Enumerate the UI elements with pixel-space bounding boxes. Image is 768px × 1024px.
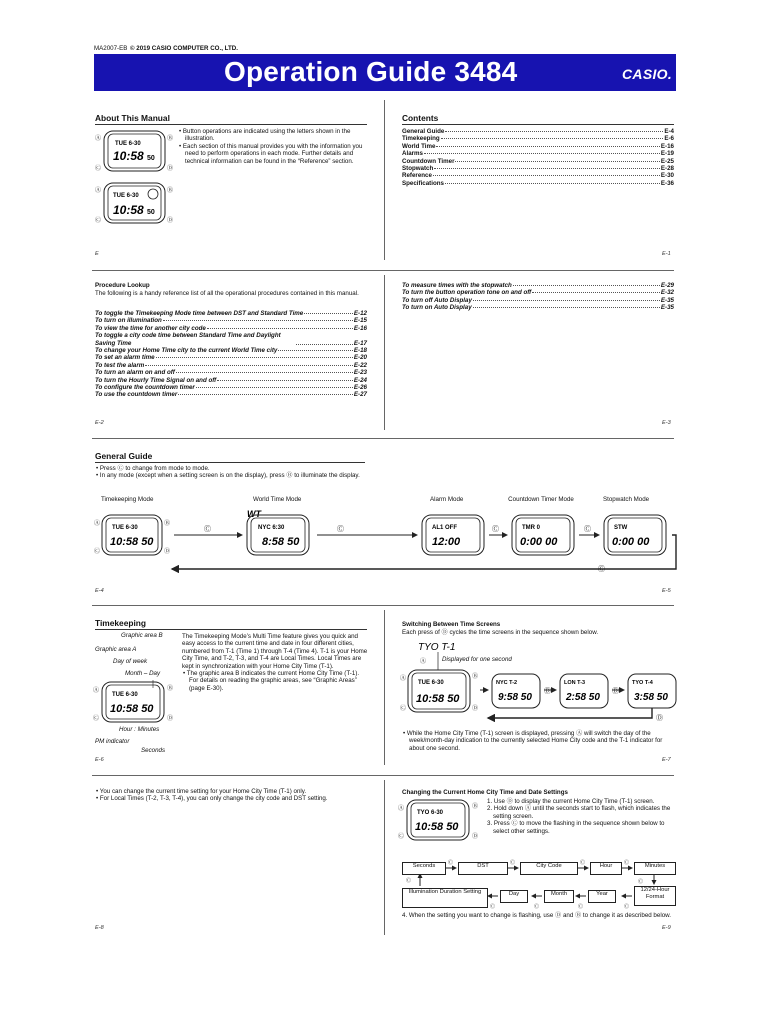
- svg-text:Ⓒ: Ⓒ: [584, 526, 591, 533]
- procedure-item[interactable]: To turn on illumination E-15: [95, 317, 367, 325]
- flow-minutes: Minutes: [634, 862, 676, 875]
- contents-item[interactable]: Stopwatch E-28: [402, 165, 674, 173]
- svg-text:Ⓓ: Ⓓ: [612, 688, 619, 695]
- svg-text:Ⓐ: Ⓐ: [95, 188, 102, 194]
- label-day-of-week: Day of week: [113, 658, 148, 665]
- flow-seconds: Seconds: [402, 862, 446, 875]
- timekeeping-bullet: The graphic area B indicates the current Home City Time (T-1). For details on reading the graphic areas, see “Graphic Areas” (page E-30).: [186, 670, 360, 692]
- procedure-intro: The following is a handy reference list of all the operational procedures contained in this manual.: [95, 290, 359, 297]
- svg-text:Ⓓ: Ⓓ: [167, 218, 174, 224]
- svg-text:Ⓓ: Ⓓ: [472, 706, 479, 712]
- mode-label-alarm: Alarm Mode: [430, 496, 464, 503]
- mode-label-countdown: Countdown Timer Mode: [508, 496, 574, 503]
- general-bullets: • Press Ⓒ to change from mode to mode. • In any mode (except when a setting screen is on the display), press Ⓑ to illuminate the display.: [96, 465, 360, 480]
- changing-watch: [398, 798, 484, 846]
- contents-item[interactable]: Timekeeping E-6: [402, 135, 674, 143]
- svg-text:Ⓒ: Ⓒ: [406, 878, 412, 884]
- page-number: E-5: [662, 588, 671, 594]
- svg-text:Ⓐ: Ⓐ: [95, 136, 102, 142]
- label-graphic-a: Graphic area A: [95, 646, 137, 653]
- flow-hour: Hour: [590, 862, 622, 875]
- display-stopwatch: 0:00 00: [612, 536, 650, 548]
- mode-cycle-diagram: [92, 505, 682, 577]
- svg-text:Ⓑ: Ⓑ: [472, 804, 479, 810]
- svg-text:TYO T-4: TYO T-4: [632, 680, 653, 686]
- switching-bullet: • While the Home City Time (T-1) screen is displayed, pressing Ⓐ will switch the day of the week/month-day indication to the currently selected Home City code and the T-1 indicator for about one second.: [403, 730, 663, 752]
- procedure-item[interactable]: To toggle a city code time between Standard Time and Daylight Saving Time E-17: [95, 332, 367, 347]
- label-month-day: Month – Day: [125, 670, 161, 677]
- svg-text:WT: WT: [247, 509, 261, 519]
- procedure-item[interactable]: To use the countdown timer E-27: [95, 391, 367, 399]
- procedure-item[interactable]: To measure times with the stopwatch E-29: [402, 282, 674, 289]
- svg-text:Ⓒ: Ⓒ: [337, 526, 344, 533]
- page-number: E-4: [95, 588, 104, 594]
- procedure-list-right: [402, 282, 674, 312]
- contents-item[interactable]: World Time E-16: [402, 142, 674, 150]
- time-screen-sequence: [398, 640, 678, 722]
- procedure-item[interactable]: To turn the Hourly Time Signal on and off E-24: [95, 376, 367, 384]
- svg-text:3:58 50: 3:58 50: [634, 692, 668, 703]
- svg-text:TYO 6-30: TYO 6-30: [417, 810, 444, 816]
- procedure-item[interactable]: To change your Home Time city to the current World Time city E-18: [95, 347, 367, 355]
- contents-item[interactable]: Reference E-30: [402, 172, 674, 180]
- svg-text:Ⓒ: Ⓒ: [93, 716, 100, 722]
- copyright: © 2019 CASIO COMPUTER CO., LTD.: [130, 45, 238, 52]
- svg-text:10:58: 10:58: [113, 149, 144, 163]
- switching-caption: Displayed for one second: [442, 656, 512, 663]
- svg-text:Ⓒ: Ⓒ: [95, 166, 102, 172]
- svg-text:Ⓒ: Ⓒ: [492, 526, 499, 533]
- page-number: E-8: [95, 925, 104, 931]
- svg-text:Ⓒ: Ⓒ: [400, 706, 407, 712]
- label-hour-minutes: Hour : Minutes: [119, 726, 160, 733]
- display-time-large: 10:58 50: [110, 703, 154, 715]
- svg-text:Ⓓ: Ⓓ: [167, 166, 174, 172]
- procedure-item[interactable]: To set an alarm time E-20: [95, 354, 367, 362]
- svg-text:TMR 0: TMR 0: [522, 525, 540, 531]
- changing-step-1: 1. Use Ⓓ to display the current Home City Time (T-1) screen.: [487, 798, 655, 805]
- svg-text:Ⓒ: Ⓒ: [398, 834, 405, 840]
- flow-day: Day: [500, 890, 528, 903]
- svg-text:Ⓐ: Ⓐ: [400, 676, 407, 682]
- svg-text:Ⓒ: Ⓒ: [624, 904, 630, 910]
- page-number: E: [95, 251, 99, 257]
- svg-text:TUE 6-30: TUE 6-30: [115, 141, 141, 147]
- svg-text:Ⓒ: Ⓒ: [204, 526, 211, 533]
- procedure-item[interactable]: To test the alarm E-22: [95, 361, 367, 369]
- page-number: E-3: [662, 420, 671, 426]
- changing-steps: [486, 798, 674, 835]
- contents-item[interactable]: Specifications E-36: [402, 179, 674, 187]
- about-heading: About This Manual: [95, 113, 170, 123]
- casio-logo: CASIO.: [622, 66, 673, 82]
- svg-text:NYC T-2: NYC T-2: [496, 680, 518, 686]
- display-time: 10:58 50: [110, 536, 154, 548]
- svg-text:50: 50: [147, 155, 155, 162]
- watch-illustration-buttons: [95, 128, 174, 172]
- model-code: MA2007-EB: [94, 45, 128, 52]
- svg-text:Ⓑ: Ⓑ: [167, 188, 174, 194]
- procedure-item[interactable]: To turn on Auto Display E-35: [402, 304, 674, 312]
- page-number: E-7: [662, 757, 671, 763]
- svg-text:TUE 6-30: TUE 6-30: [418, 680, 444, 686]
- svg-text:Ⓐ: Ⓐ: [398, 806, 405, 812]
- about-bullet-2: Each section of this manual provides you with the information you need to perform operations in each mode. Further details and technical information can be found in the “Reference” section.: [182, 142, 363, 165]
- mode-label-timekeeping: Timekeeping Mode: [101, 496, 154, 503]
- contents-list: [402, 128, 674, 187]
- general-heading: General Guide: [95, 451, 153, 461]
- svg-text:Ⓒ: Ⓒ: [638, 879, 644, 885]
- about-bullet-1: Button operations are indicated using the letters shown in the illustration.: [182, 128, 351, 143]
- svg-text:Ⓒ: Ⓒ: [534, 904, 540, 910]
- label-pm-indicator: PM indicator: [95, 738, 130, 745]
- watch-illustration-variant: [95, 180, 174, 224]
- display-countdown: 0:00 00: [520, 536, 558, 548]
- svg-text:Ⓒ: Ⓒ: [580, 860, 586, 866]
- timekeeping-paragraph: The Timekeeping Mode’s Multi Time feature gives you quick and easy access to the current time and date in four different cities, numbered from T-1 (Time 1) through T-4 (Time 4). T-1 is your Home City Time, and T-2, T-3, and T-4 are Local Times. Local Times are kept in synchronization with your Home City Time (T-1).: [182, 633, 368, 670]
- page-number: E-6: [95, 757, 104, 763]
- svg-text:TUE 6-30: TUE 6-30: [113, 193, 139, 199]
- local-bullet-1: You can change the current time setting for your Home City Time (T-1) only.: [99, 788, 307, 795]
- svg-text:TYO T-1: TYO T-1: [418, 642, 456, 653]
- svg-text:Ⓑ: Ⓑ: [167, 136, 174, 142]
- procedure-item[interactable]: To turn an alarm on and off E-23: [95, 369, 367, 377]
- svg-text:AL1 OFF: AL1 OFF: [432, 525, 457, 531]
- general-bullet-1: Press Ⓒ to change from mode to mode.: [99, 465, 210, 472]
- flow-month: Month: [544, 890, 574, 903]
- procedure-item[interactable]: To turn off Auto Display E-35: [402, 296, 674, 304]
- svg-text:NYC 6:30: NYC 6:30: [258, 525, 285, 531]
- label-graphic-b: Graphic area B: [121, 632, 163, 639]
- svg-text:10:58 50: 10:58 50: [415, 821, 459, 833]
- svg-text:Ⓒ: Ⓒ: [94, 549, 101, 555]
- switching-heading: Switching Between Time Screens: [402, 621, 501, 628]
- switching-note: While the Home City Time (T-1) screen is displayed, pressing Ⓐ will switch the day of the week/month-day indication to the currently selected Home City code and the T-1 indicator for about one second.: [406, 730, 663, 752]
- svg-text:10:58 50: 10:58 50: [416, 693, 460, 705]
- about-bullets: • Button operations are indicated using the letters shown in the illustration. • Each section of this manual provides you with the information you need to perform operations in each mode. Further details and technical information can be found in the “Reference” section.: [179, 128, 363, 165]
- display-world: 8:58 50: [262, 536, 300, 548]
- svg-text:Ⓑ: Ⓑ: [167, 686, 174, 692]
- svg-text:Ⓒ: Ⓒ: [510, 860, 516, 866]
- procedure-item[interactable]: To toggle the Timekeeping Mode time between DST and Standard Time E-12: [95, 310, 367, 317]
- contents-item[interactable]: General Guide E-4: [402, 128, 674, 135]
- changing-step-4: 4. When the setting you want to change is flashing, use Ⓓ and Ⓑ to change it as described below.: [402, 912, 671, 919]
- changing-step-2: 2. Hold down Ⓐ until the seconds start to flash, which indicates the setting screen.: [487, 805, 671, 820]
- flow-year: Year: [588, 890, 616, 903]
- svg-text:Ⓓ: Ⓓ: [472, 834, 479, 840]
- page-number: E-2: [95, 420, 104, 426]
- svg-text:TUE 6-30: TUE 6-30: [112, 692, 138, 698]
- procedure-item[interactable]: To turn the button operation tone on and off E-32: [402, 289, 674, 297]
- svg-text:Ⓒ: Ⓒ: [598, 566, 605, 573]
- svg-text:Ⓑ: Ⓑ: [164, 521, 171, 527]
- switching-text: Each press of Ⓓ cycles the time screens in the sequence shown below.: [402, 629, 599, 636]
- svg-text:2:58 50: 2:58 50: [566, 692, 600, 703]
- title-banner: [94, 54, 676, 91]
- procedure-item[interactable]: To configure the countdown timer E-26: [95, 384, 367, 392]
- page-number: E-9: [662, 925, 671, 931]
- contents-item[interactable]: Countdown Timer E-25: [402, 157, 674, 165]
- timekeeping-diagram: [93, 630, 183, 756]
- svg-text:STW: STW: [614, 525, 628, 531]
- svg-text:Ⓒ: Ⓒ: [95, 218, 102, 224]
- svg-text:LON T-3: LON T-3: [564, 680, 586, 686]
- flow-dst: DST: [458, 862, 508, 875]
- local-bullets: • You can change the current time setting for your Home City Time (T-1) only. • For Local Times (T-2, T-3, T-4), you can only change the city code and DST setting.: [96, 788, 328, 803]
- svg-text:Ⓓ: Ⓓ: [544, 688, 551, 695]
- svg-text:Ⓓ: Ⓓ: [656, 715, 663, 722]
- local-bullet-2: For Local Times (T-2, T-3, T-4), you can only change the city code and DST setting.: [99, 795, 328, 803]
- timekeeping-heading: Timekeeping: [95, 618, 147, 628]
- svg-text:Ⓐ: Ⓐ: [93, 688, 100, 694]
- svg-text:9:58 50: 9:58 50: [498, 692, 532, 703]
- page-number: E-1: [662, 251, 671, 257]
- svg-text:Ⓓ: Ⓓ: [164, 549, 171, 555]
- svg-text:TUE 6-30: TUE 6-30: [112, 525, 138, 531]
- svg-text:Ⓒ: Ⓒ: [490, 904, 496, 910]
- changing-step-3: 3. Press Ⓒ to move the flashing in the sequence shown below to select other settings.: [487, 820, 665, 835]
- svg-text:50: 50: [147, 209, 155, 216]
- page-title: Operation Guide 3484: [224, 56, 518, 87]
- svg-text:Ⓒ: Ⓒ: [448, 860, 454, 866]
- svg-text:Ⓐ: Ⓐ: [420, 659, 427, 665]
- general-bullet-2: In any mode (except when a setting screen is on the display), press Ⓑ to illuminate the display.: [99, 472, 360, 480]
- procedure-item[interactable]: To view the time for another city code E-16: [95, 324, 367, 332]
- mode-label-stopwatch: Stopwatch Mode: [603, 496, 650, 503]
- procedure-heading: Procedure Lookup: [95, 282, 150, 289]
- svg-text:Ⓑ: Ⓑ: [472, 674, 479, 680]
- flow-illumination: Illumination Duration Setting: [402, 888, 488, 908]
- contents-item[interactable]: Alarms E-19: [402, 150, 674, 158]
- svg-text:Ⓒ: Ⓒ: [624, 860, 630, 866]
- flow-12-24-hour: 12/24-Hour Format: [634, 886, 676, 906]
- svg-text:10:58: 10:58: [113, 203, 144, 217]
- flow-city-code: City Code: [520, 862, 578, 875]
- svg-text:Ⓐ: Ⓐ: [94, 521, 101, 527]
- contents-heading: Contents: [402, 113, 439, 123]
- display-alarm: 12:00: [432, 536, 461, 548]
- svg-text:Ⓓ: Ⓓ: [167, 716, 174, 722]
- label-seconds: Seconds: [141, 747, 166, 754]
- changing-heading: Changing the Current Home City Time and Date Settings: [402, 789, 568, 796]
- timekeeping-text: The Timekeeping Mode’s Multi Time feature gives you quick and easy access to the current time and date in four different cities, numbered from T-1 (Time 1) through T-4 (Time 4). T-1 is your Home City Time, and T-2, T-3, and T-4 are Local Times. Local Times are kept in synchronization with your Home City Time (T-1). • The graphic area B indicates the current Home City Time (T-1). For details on reading the graphic areas, see “Graphic Areas” (page E-30).: [182, 633, 368, 692]
- procedure-list-left: [95, 310, 367, 399]
- mode-label-world: World Time Mode: [253, 496, 302, 503]
- svg-text:Ⓒ: Ⓒ: [578, 904, 584, 910]
